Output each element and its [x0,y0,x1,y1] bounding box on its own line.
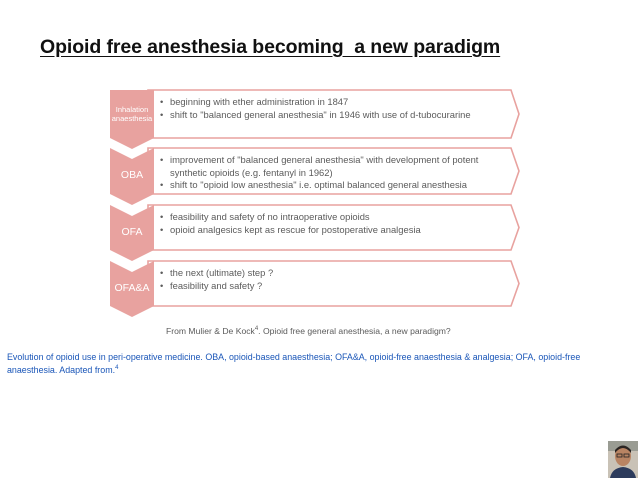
stage-bullet-item: • the next (ultimate) step ? [160,267,516,280]
source-superscript: 4 [254,326,259,333]
stage-bullet-list [160,211,516,236]
stage-bullet-list [160,154,516,192]
stage-bullet-item: • feasibility and safety of no intraoperative opioids [160,211,516,224]
source-prefix: From Mulier & De Kock [166,326,255,336]
source-citation [166,326,451,336]
stage-label: Inhalation anaesthesia [111,105,153,123]
stage-bullet-item: • opioid analgesics kept as rescue for postoperative analgesia [160,224,516,237]
stage-bullet-item: • feasibility and safety ? [160,280,516,293]
stage-bullet-list [160,267,516,292]
source-suffix: . Opioid free general anesthesia, a new paradigm? [258,326,451,336]
caption-text: Evolution of opioid use in peri-operative medicine. OBA, opioid-based anaesthesia; OFA&A, opioid-free anaesthesia & analgesia; OFA, opioid-free anaesthesia. Adapted from. [7,352,581,376]
stage-label: OFA [121,226,143,238]
stage-bullet-item: • improvement of "balanced general anesthesia" with development of potent synthetic opioids (e.g. fentanyl in 1962) [160,154,516,179]
figure-caption [7,352,633,377]
slide-title: Opioid free anesthesia becoming a new paradigm [40,36,501,58]
presenter-avatar-icon [608,441,638,478]
stage-bullet-item: • beginning with ether administration in 1847 [160,96,516,109]
stage-label: OBA [120,169,144,181]
stage-bullet-item: • shift to "opioid low anesthesia" i.e. optimal balanced general anesthesia [160,179,516,192]
stage-bullet-list [160,96,516,121]
caption-superscript: 4 [115,365,119,372]
stage-label: OFA&A [114,282,150,294]
stage-bullet-item: • shift to "balanced general anesthesia" in 1946 with use of d-tubocurarine [160,109,516,122]
